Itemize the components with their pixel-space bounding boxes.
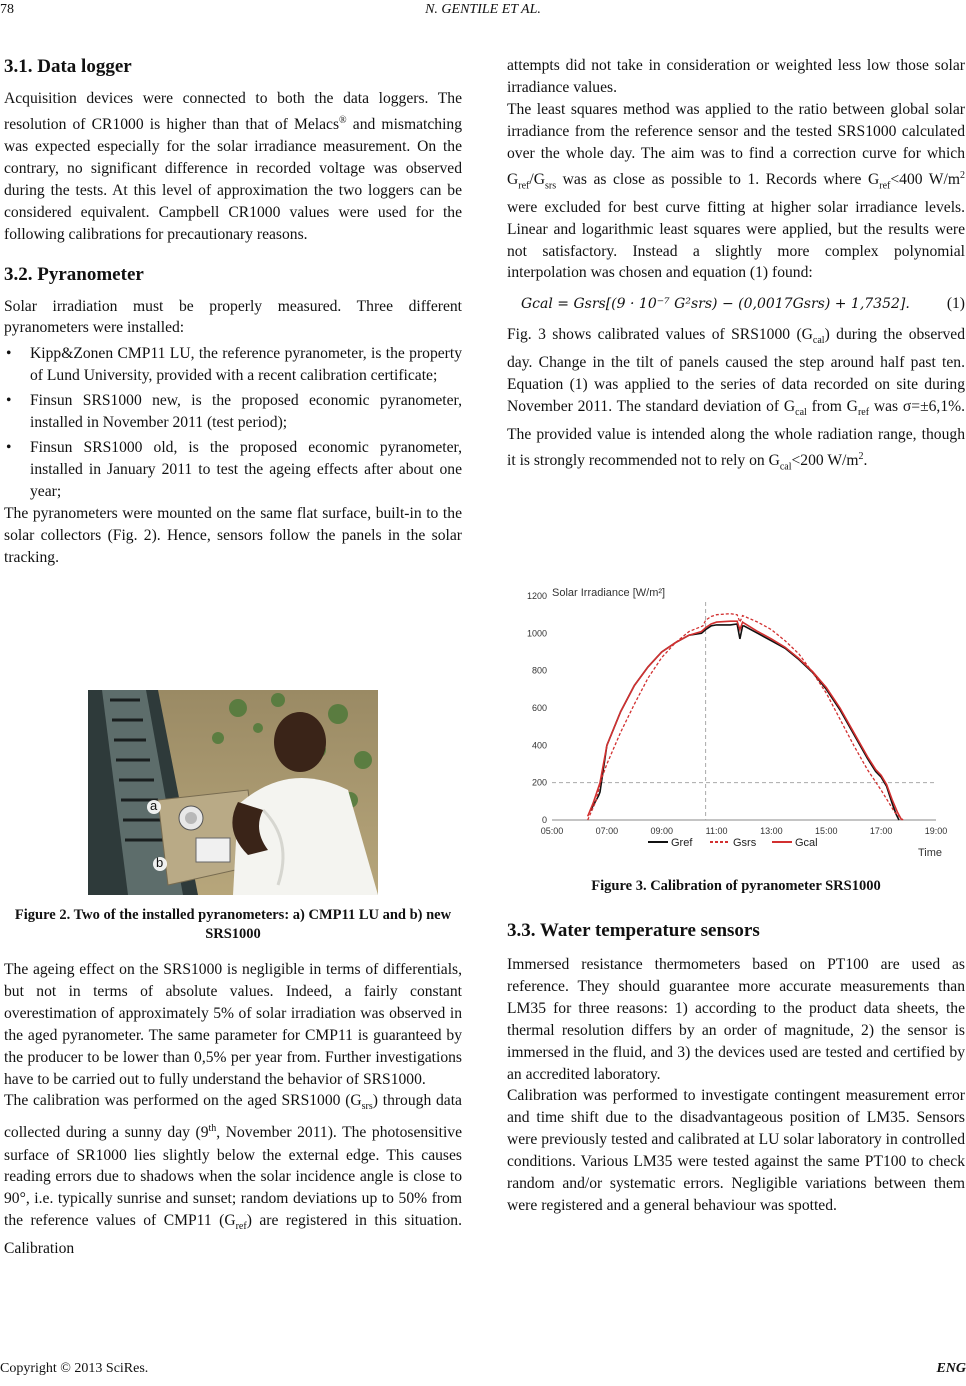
legend-label: Gref bbox=[671, 837, 693, 849]
y-tick-label: 600 bbox=[531, 703, 547, 713]
right-column bbox=[507, 55, 965, 478]
pyranometer-list bbox=[4, 343, 462, 502]
right-column-lower bbox=[507, 919, 965, 1217]
section-title-data-logger: 3.1. Data logger bbox=[4, 56, 132, 77]
solar-irradiance-chart bbox=[518, 580, 956, 870]
paragraph-water-sensors: Immersed resistance thermometers based on PT100 are used as reference. They should guarantee more accurate measurements than LM35 for three reasons: 1) according to the product data sheets, the thermal resolution differs by an order of magnitude, 2) the sensor is immersed in the fluid, and 3) the devices used are tested and certified by an accredited laboratory. bbox=[507, 956, 965, 1083]
x-tick-label: 15:00 bbox=[815, 826, 838, 836]
figure-2-caption: Figure 2. Two of the installed pyranometers: a) CMP11 LU and b) new SRS1000 bbox=[14, 907, 452, 942]
series-line-gref bbox=[590, 624, 899, 820]
x-axis-label: Time bbox=[917, 847, 943, 859]
series-line-gsrs bbox=[588, 614, 903, 820]
section-title-water-temperature: 3.3. Water temperature sensors bbox=[507, 920, 760, 941]
copyright: Copyright © 2013 SciRes. bbox=[0, 1361, 149, 1376]
y-tick-label: 800 bbox=[531, 665, 547, 676]
paragraph-data-logger: Acquisition devices were connected to both the data loggers. The resolution of CR1000 is higher than that of Melacs® and mismatching was expected especially for the solar irradiance measurement. On the contrary, no significant difference in recorded voltage was observed during the tests. At this level of approximation the two loggers can be considered equivalent. Campbell CR1000 values were used for the following calibrations for precautionary reasons. bbox=[4, 90, 462, 243]
list-item: • Kipp&Zonen CMP11 LU, the reference pyranometer, is the property of Lund University, provided with a recent calibration certificate; bbox=[4, 343, 462, 387]
paragraph-ageing: The ageing effect on the SRS1000 is negligible in terms of differentials, but not in terms of absolute values. Indeed, a fairly constant overestimation of approximately 5% of solar irradiation was observed in the aged pyranometer. The same parameter for CMP11 is guaranteed by the producer to be lower than 0,5% per year from. Further investigations have to be carried out to fully understand the behavior of SRS1000. bbox=[4, 961, 462, 1088]
y-tick-label: 0 bbox=[541, 815, 547, 825]
section-title-pyranometer: 3.2. Pyranometer bbox=[4, 263, 144, 285]
y-tick-label: 1000 bbox=[526, 628, 547, 639]
paragraph-least-squares: The least squares method was applied to the ratio between global solar irradiance from the reference sensor and the tested SRS1000 calculated over the whole day. The aim was to find a correction curve for which $G_{ref}/G_{srs}$ was as close as possible to 1. Records where $G_{ref}<400$ $W/m^2$ were excluded for best curve fitting at higher solar irradiance levels. Linear and logarithmic least squares were applied, but the results were not satisfactory. Instead a slightly more complex polynomial interpolation was chosen and equation (1) found: bbox=[507, 100, 965, 282]
x-tick-label: 11:00 bbox=[705, 826, 728, 836]
equation-body: Gcal = Gsrs[(9 · 10⁻⁷ G²srs) − (0,0017Gsrs) + 1,7352]. bbox=[521, 296, 910, 313]
photo-label-a: a bbox=[150, 798, 158, 813]
paragraph-mounting: The pyranometers were mounted on the same flat surface, built-in to the solar collectors (Fig. 2). Hence, sensors follow the panels in the solar tracking. bbox=[4, 504, 462, 566]
chart-title: Solar Irradiance [W/m²] bbox=[552, 587, 666, 599]
photo-label-b: b bbox=[156, 855, 164, 870]
y-tick-label: 200 bbox=[531, 777, 547, 788]
figure-3-caption: Figure 3. Calibration of pyranometer SRS1000 bbox=[591, 878, 881, 894]
legend-label: Gsrs bbox=[733, 837, 757, 849]
paragraph-continuation: attempts did not take in consideration or weighted less low those solar irradiance values. bbox=[507, 57, 965, 96]
paragraph-figure-3: Fig. 3 shows calibrated values of SRS1000 $(G_{cal})$ during the observed day. Change in the tilt of panels caused the step around half past ten. Equation (1) was applied to the series of data recorded on site during November 2011. The standard deviation of $G_{cal}$ from $G_{ref}$ was σ=±6,1%. The provided value is intended along the whole radiation range, though it is strongly recommended not to rely on $G_{cal}<200$ $W/m^2$. bbox=[507, 326, 966, 473]
running-head: N. GENTILE ET AL. bbox=[425, 2, 541, 17]
x-tick-label: 17:00 bbox=[869, 826, 893, 836]
x-tick-label: 07:00 bbox=[595, 826, 619, 836]
page-number: 78 bbox=[0, 2, 14, 17]
y-tick-label: 400 bbox=[531, 740, 547, 751]
list-item: • Finsun SRS1000 new, is the proposed economic pyranometer, installed in November 2011 (test period); bbox=[4, 390, 462, 434]
paragraph-calibration-lm35: Calibration was performed to investigate contingent measurement error and time shift due to the disadvantageous position of LM35. Sensors were previously tested and calibrated at LU solar laboratory in controlled conditions. Various LM35 were tested against the same PT100 to check random and/or systematic errors. Negligible variations between them were registered and a general behaviour was spotted. bbox=[507, 1087, 965, 1214]
list-item: • Finsun SRS1000 old, is the proposed economic pyranometer, installed in January 2011 to test the ageing effects after about one year; bbox=[4, 437, 462, 503]
figure-3-chart bbox=[518, 580, 956, 870]
left-column bbox=[4, 55, 462, 568]
paragraph-calibration: The calibration was performed on the aged SRS1000 $(G_{srs})$ through data collected during a sunny day (9th, November 2011). The photosensitive surface of SR1000 lies slightly below the external edge. This causes reading errors due to shadows when the solar incidence angle is close to 90°, i.e. typically sunrise and sunset; random deviations up to 50% from the reference values of CMP11 $(G_{ref})$ are registered in this situation. Calibration bbox=[4, 1092, 463, 1258]
paragraph-pyranometer-intro: Solar irradiation must be properly measured. Three different pyranometers were installed: bbox=[4, 297, 462, 337]
x-tick-label: 13:00 bbox=[760, 826, 783, 836]
journal-name: ENG bbox=[936, 1361, 966, 1376]
x-tick-label: 19:00 bbox=[924, 826, 948, 836]
pyranometer-photo bbox=[88, 690, 378, 895]
series-line-gcal bbox=[588, 621, 902, 820]
equation-number: (1) bbox=[946, 295, 965, 313]
legend-label: Gcal bbox=[795, 837, 818, 849]
x-tick-label: 09:00 bbox=[650, 826, 673, 836]
equation-1 bbox=[507, 293, 965, 315]
x-tick-label: 05:00 bbox=[540, 826, 564, 836]
y-tick-label: 1200 bbox=[526, 591, 547, 601]
left-column-lower bbox=[4, 959, 462, 1260]
